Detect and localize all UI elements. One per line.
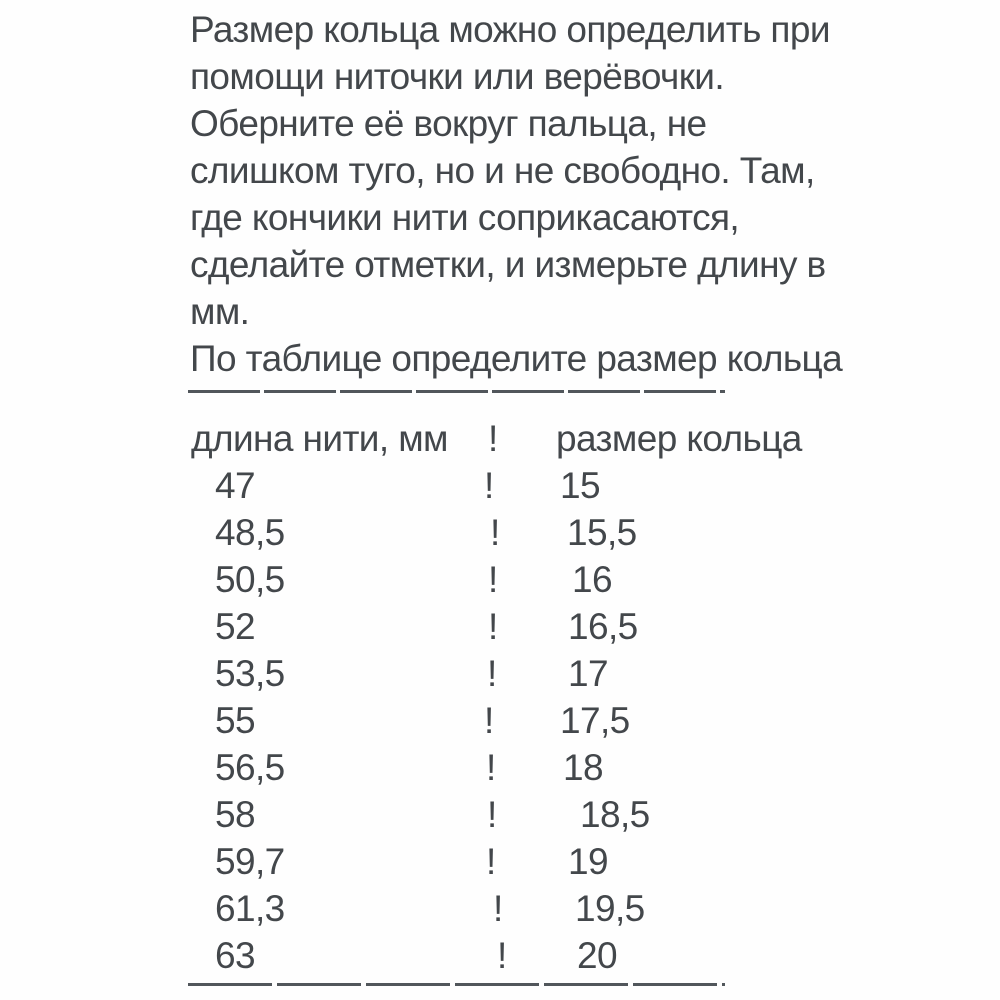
size-value: 15: [560, 465, 600, 506]
table-header-row: [190, 415, 1000, 462]
column-separator: !: [484, 700, 494, 741]
length-value: 50,5: [215, 559, 285, 600]
length-value: 47: [215, 465, 255, 506]
column-separator: !: [487, 794, 497, 835]
size-value: 16,5: [568, 606, 638, 647]
table-row: [190, 744, 1000, 791]
table-row: [190, 838, 1000, 885]
table-row: [190, 791, 1000, 838]
intro-text: [190, 6, 1000, 382]
size-value: 19,5: [575, 888, 645, 929]
table-row: [190, 556, 1000, 603]
table-row: [190, 932, 1000, 979]
intro-line: сделайте отметки, и измерьте длину в: [190, 244, 826, 285]
length-column-header: длина нити, мм: [191, 418, 448, 459]
intro-line: По таблице определите размер кольца: [190, 338, 843, 379]
size-value: 15,5: [567, 512, 637, 553]
table-row: [190, 509, 1000, 556]
column-separator: !: [493, 888, 503, 929]
intro-line: мм.: [190, 291, 250, 332]
length-value: 55: [215, 700, 255, 741]
length-value: 53,5: [215, 653, 285, 694]
column-separator: !: [488, 606, 498, 647]
length-value: 58: [215, 794, 255, 835]
size-value: 20: [577, 935, 617, 976]
divider-bottom: [188, 983, 725, 986]
table-row: [190, 462, 1000, 509]
intro-line: где кончики нити соприкасаются,: [190, 197, 740, 238]
column-separator: !: [488, 559, 498, 600]
divider-top: [188, 390, 725, 393]
table-row: [190, 603, 1000, 650]
column-separator: !: [486, 747, 496, 788]
length-value: 61,3: [215, 888, 285, 929]
length-value: 56,5: [215, 747, 285, 788]
length-value: 48,5: [215, 512, 285, 553]
length-value: 59,7: [215, 841, 285, 882]
size-column-header: размер кольца: [556, 418, 802, 459]
length-value: 52: [215, 606, 255, 647]
length-value: 63: [215, 935, 255, 976]
intro-line: слишком туго, но и не свободно. Там,: [190, 150, 815, 191]
column-separator: !: [488, 418, 498, 459]
table-row: [190, 650, 1000, 697]
intro-line: Размер кольца можно определить при: [190, 9, 830, 50]
intro-line: помощи ниточки или верёвочки.: [190, 56, 725, 97]
column-separator: !: [490, 512, 500, 553]
column-separator: !: [486, 841, 496, 882]
intro-line: Оберните её вокруг пальца, не: [190, 103, 707, 144]
size-value: 16: [572, 559, 612, 600]
table-row: [190, 697, 1000, 744]
size-value: 18,5: [580, 794, 650, 835]
column-separator: !: [487, 653, 497, 694]
size-value: 18: [563, 747, 603, 788]
column-separator: !: [484, 465, 494, 506]
size-value: 17: [568, 653, 608, 694]
ring-size-table: [190, 415, 1000, 979]
size-value: 17,5: [560, 700, 630, 741]
size-value: 19: [568, 841, 608, 882]
table-row: [190, 885, 1000, 932]
column-separator: !: [497, 935, 507, 976]
